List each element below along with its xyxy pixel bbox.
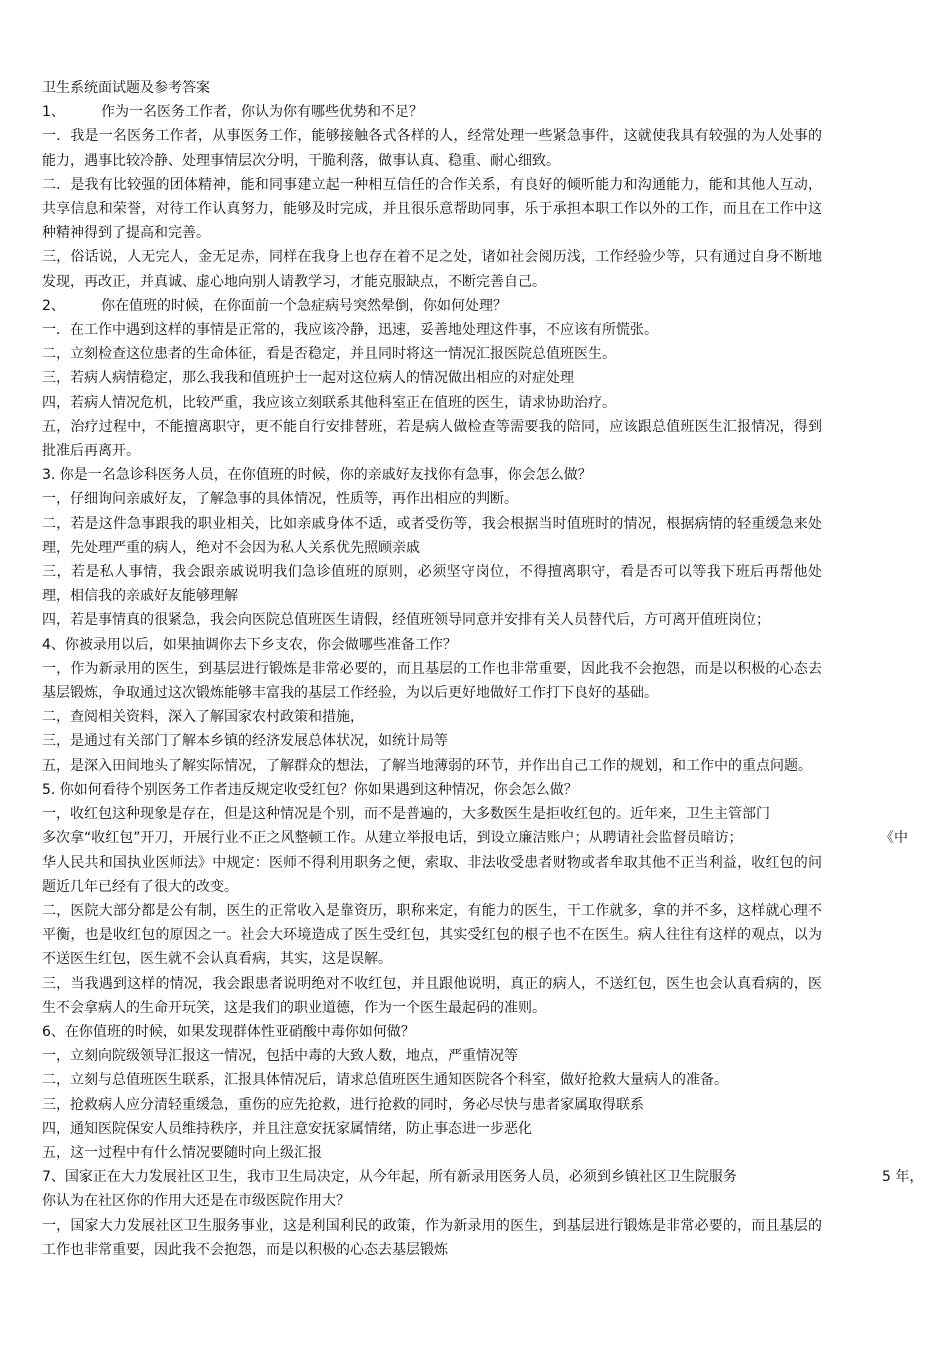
answer-paragraph: 二，立刻检查这位患者的生命体征，看是否稳定，并且同时将这一情况汇报医院总值班医生。 — [42, 346, 616, 363]
answer-paragraph: 五，是深入田间地头了解实际情况，了解群众的想法，了解当地薄弱的环节，并作出自己工作的规划，和工作中的重点问题。 — [42, 757, 812, 774]
question-7 — [42, 1165, 924, 1189]
answer-paragraph: 三，当我遇到这样的情况，我会跟患者说明绝对不收红包，并且跟他说明，真正的病人，不送红包，医生也会认真看病的，医生不会拿病人的生命开玩笑，这是我们的职业道德，作为一个医生最起码的准则。 — [42, 975, 822, 1016]
answer-line: 一，收红包这种现象是存在，但是这种情况是个别，而不是普遍的，大多数医生是拒收红包的。近年来，卫生主管部门 — [42, 806, 770, 823]
answer-paragraph: 二，医院大部分都是公有制，医生的正常收入是靠资历，职称来定，有能力的医生，干工作就多，拿的并不多，这样就心理不平衡，也是收红包的原因之一。社会大环境造成了医生受红包，其实受红包的根子也不在医生。病人往往有这样的观点，以为不送医生红包，医生就不会认真看病，其实，这是误解。 — [42, 902, 822, 968]
question-2 — [42, 294, 822, 318]
question-3: 3. 你是一名急诊科医务人员，在你值班的时候，你的亲戚好友找你有急事，你会怎么做？ — [42, 467, 592, 484]
document-body — [42, 76, 924, 1262]
answer-paragraph: 四，若是事情真的很紧急，我会向医院总值班医生请假，经值班领导同意并安排有关人员替代后，方可离开值班岗位； — [42, 612, 770, 629]
answer-line — [42, 826, 908, 850]
answer-line-text: 多次拿“收红包”开刀，开展行业不正之风整顿工作。从建立举报电话，到设立廉洁账户；从聘请社会监督员暗访； — [42, 830, 743, 847]
question-text-right: 5 年， — [882, 1169, 924, 1186]
answer-paragraph: 三，是通过有关部门了解本乡镇的经济发展总体状况，如统计局等 — [42, 733, 448, 750]
document-title: 卫生系统面试题及参考答案 — [42, 80, 210, 96]
answer-paragraph: 四，若病人情况危机，比较严重，我应该立刻联系其他科室正在值班的医生，请求协助治疗。 — [42, 394, 616, 411]
answer-paragraph: 一，国家大力发展社区卫生服务事业，这是利国利民的政策，作为新录用的医生，到基层进行锻炼是非常必要的，而且基层的工作也非常重要，因此我不会抱怨，而是以积极的心态去基层锻炼 — [42, 1217, 822, 1258]
question-number: 2、 — [42, 297, 65, 314]
answer-paragraph: 五，这一过程中有什么情况要随时向上级汇报 — [42, 1144, 322, 1161]
question-6: 6、在你值班的时候，如果发现群体性亚硝酸中毒你如何做？ — [42, 1023, 415, 1040]
answer-paragraph: 一．我是一名医务工作者，从事医务工作，能够接触各式各样的人，经常处理一些紧急事件，这就使我具有较强的为人处事的能力，遇事比较冷静、处理事情层次分明，干脆利落，做事认真、稳重、耐心细致。 — [42, 128, 822, 169]
answer-paragraph: 一，立刻向院级领导汇报这一情况，包括中毒的大致人数，地点，严重情况等 — [42, 1048, 518, 1065]
answer-paragraph: 二，若是这件急事跟我的职业相关，比如亲戚身体不适，或者受伤等，我会根据当时值班时的情况，根据病情的轻重缓急来处理，先处理严重的病人，绝对不会因为私人关系优先照顾亲戚 — [42, 515, 822, 556]
answer-paragraph: 三，俗话说，人无完人，金无足赤，同样在我身上也存在着不足之处，诸如社会阅历浅，工作经验少等，只有通过自身不断地发现，再改正，并真诚、虚心地向别人请教学习，才能克服缺点，不断完善自己。 — [42, 249, 822, 290]
question-text: 作为一名医务工作者，你认为你有哪些优势和不足？ — [101, 104, 423, 121]
answer-paragraph: 三，若病人病情稳定，那么我我和值班护士一起对这位病人的情况做出相应的对症处理 — [42, 370, 574, 387]
question-text: 7、国家正在大力发展社区卫生，我市卫生局决定，从今年起，所有新录用医务人员，必须到乡镇社区卫生院服务 — [42, 1169, 737, 1186]
question-5: 5. 你如何看待个别医务工作者违反规定收受红包？你如果遇到这种情况，你会怎么做？ — [42, 781, 578, 798]
answer-paragraph: 一．在工作中遇到这样的事情是正常的，我应该冷静，迅速，妥善地处理这件事，不应该有所慌张。 — [42, 322, 658, 339]
question-number: 1、 — [42, 104, 65, 121]
answer-paragraph: 三，抢救病人应分清轻重缓急，重伤的应先抢救，进行抢救的同时，务必尽快与患者家属取得联系 — [42, 1096, 644, 1113]
answer-paragraph: 一，作为新录用的医生，到基层进行锻炼是非常必要的，而且基层的工作也非常重要，因此我不会抱怨，而是以积极的心态去基层锻炼，争取通过这次锻炼能够丰富我的基层工作经验，为以后更好地做好工作打下良好的基础。 — [42, 660, 822, 702]
question-text: 你在值班的时候，在你面前一个急症病号突然晕倒，你如何处理？ — [101, 297, 507, 314]
answer-paragraph: 二，查阅相关资料，深入了解国家农村政策和措施， — [42, 709, 364, 726]
answer-paragraph: 五，治疗过程中，不能擅离职守，更不能自行安排替班，若是病人做检查等需要我的陪同，应该跟总值班医生汇报情况，得到批准后再离开。 — [42, 418, 822, 460]
question-1 — [42, 100, 822, 124]
answer-paragraph: 二，立刻与总值班医生联系，汇报具体情况后，请求总值班医生通知医院各个科室，做好抢救大量病人的准备。 — [42, 1072, 728, 1089]
question-4: 4、你被录用以后，如果抽调你去下乡支农，你会做哪些准备工作？ — [42, 636, 457, 653]
answer-paragraph: 三，若是私人事情，我会跟亲戚说明我们急诊值班的原则，必须坚守岗位，不得擅离职守，看是否可以等我下班后再帮他处理，相信我的亲戚好友能够理解 — [42, 564, 822, 605]
answer-line-right: 《中 — [880, 830, 908, 847]
answer-paragraph: 二．是我有比较强的团体精神，能和同事建立起一种相互信任的合作关系，有良好的倾听能力和沟通能力，能和其他人互动，共享信息和荣誉，对待工作认真努力，能够及时完成，并且很乐意帮助同事，乐于承担本职工作以外的工作，而且在工作中这种精神得到了提高和完善。 — [42, 176, 822, 242]
answer-paragraph: 四，通知医院保安人员维持秩序，并且注意安抚家属情绪，防止事态进一步恶化 — [42, 1120, 532, 1137]
answer-paragraph: 一，仔细询问亲戚好友，了解急事的具体情况，性质等，再作出相应的判断。 — [42, 491, 518, 508]
question-7-continued: 你认为在社区你的作用大还是在市级医院作用大？ — [42, 1193, 350, 1210]
answer-paragraph: 华人民共和国执业医师法》中规定：医师不得利用职务之便，索取、非法收受患者财物或者牟取其他不正当利益，收红包的问题近几年已经有了很大的改变。 — [42, 854, 822, 895]
